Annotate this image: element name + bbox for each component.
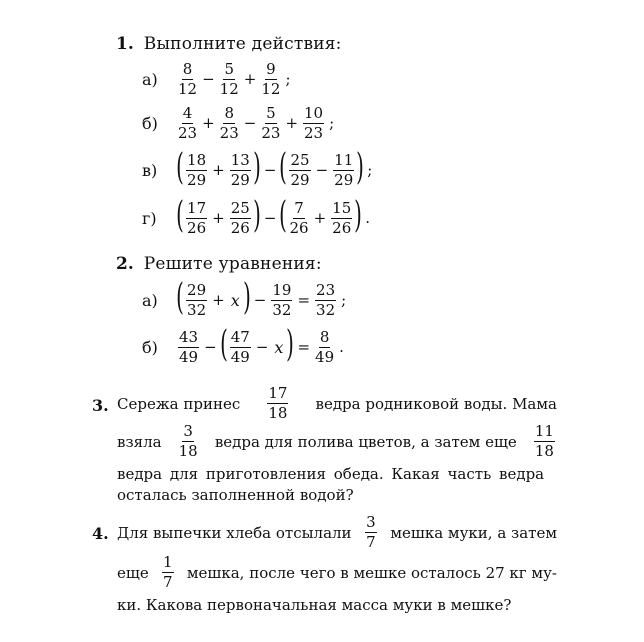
fraction: $\frac{18}{29}$: [187, 150, 207, 189]
equation-2a: [142, 277, 349, 320]
close-paren: ): [354, 195, 363, 236]
variable: x: [274, 337, 284, 357]
terminator: ;: [367, 161, 373, 179]
problem-4-line-2: [117, 555, 557, 590]
fraction: $\frac{43}{49}$: [179, 327, 199, 366]
operator: +: [212, 161, 225, 179]
problem-3-line-2: [117, 424, 557, 459]
text: ведра родниковой воды. Мама: [315, 394, 557, 413]
operator: +: [212, 209, 225, 227]
item-label: б): [142, 337, 158, 357]
text: мешка, после чего в мешке осталось 27 кг му-: [186, 563, 557, 582]
operator: +: [243, 70, 257, 88]
close-paren: ): [286, 324, 295, 365]
problem-1-heading: [116, 34, 342, 54]
open-paren: (: [176, 277, 184, 318]
fraction: $\frac{19}{32}$: [272, 280, 292, 319]
problem-number: 2.: [116, 254, 134, 274]
operator: +: [212, 291, 225, 309]
open-paren: (: [279, 195, 288, 236]
fraction: $\frac{17}{26}$: [187, 198, 207, 237]
fraction: $\frac{5}{23}$: [261, 103, 281, 142]
problem-4-number: 4.: [92, 524, 109, 543]
problem-4-line-1: [117, 515, 557, 550]
fraction: $\frac{7}{26}$: [289, 198, 309, 237]
operator: −: [263, 209, 277, 227]
problem-3-line-1: [117, 386, 557, 421]
fraction: $\frac{5}{12}$: [219, 59, 239, 98]
fraction: $\frac{25}{29}$: [290, 150, 310, 189]
terminator: ;: [341, 291, 347, 309]
open-paren: (: [176, 195, 184, 236]
fraction: $\frac{17}{18}$: [268, 384, 288, 422]
fraction: $\frac{8}{12}$: [178, 59, 198, 98]
item-label: в): [142, 160, 158, 180]
item-label: б): [142, 113, 158, 133]
close-paren: ): [252, 147, 261, 188]
expression-1v: [142, 147, 375, 190]
problem-title: Решите уравнения:: [143, 254, 322, 274]
terminator: ;: [329, 114, 335, 132]
operator: −: [263, 161, 277, 179]
text: мешка муки, а затем: [390, 523, 557, 542]
fraction: $\frac{15}{26}$: [332, 198, 352, 237]
terminator: .: [365, 209, 371, 227]
expression-1b: [142, 105, 337, 141]
expression-1a: [142, 61, 294, 97]
fraction: $\frac{29}{32}$: [187, 280, 207, 319]
text: взяла: [117, 432, 162, 451]
operator: −: [202, 70, 215, 88]
item-label: а): [142, 69, 158, 89]
item-label: г): [142, 208, 157, 228]
equals: =: [297, 338, 311, 356]
equals: =: [297, 291, 311, 309]
problem-number: 1.: [116, 34, 134, 54]
problem-2-heading: [116, 254, 322, 274]
terminator: ;: [285, 70, 291, 88]
problem-3-line-4: осталась заполненной водой?: [117, 486, 354, 504]
problem-3-number: 3.: [92, 396, 109, 415]
problem-3-line-3: ведра для приготовления обеда. Какая часть ведра: [117, 465, 545, 483]
operator: +: [313, 209, 327, 227]
open-paren: (: [279, 147, 288, 188]
fraction: $\frac{8}{23}$: [219, 103, 239, 142]
fraction: $\frac{3}{7}$: [366, 513, 376, 551]
operator: −: [243, 114, 257, 132]
operator: −: [253, 291, 267, 309]
text: Сережа принес: [117, 394, 241, 413]
text: Для выпечки хлеба отсылали: [117, 523, 352, 542]
text: ведра для полива цветов, а затем еще: [214, 432, 517, 451]
close-paren: ): [252, 195, 261, 236]
fraction: $\frac{10}{23}$: [304, 103, 324, 142]
problem-4-line-3: ки. Какова первоначальная масса муки в мешке?: [117, 596, 512, 614]
open-paren: (: [219, 324, 228, 365]
fraction: $\frac{9}{12}$: [261, 59, 281, 98]
close-paren: ): [242, 277, 251, 318]
fraction: $\frac{11}{18}$: [534, 422, 554, 460]
fraction: $\frac{3}{18}$: [178, 422, 198, 460]
operator: +: [285, 114, 299, 132]
operator: −: [255, 338, 269, 356]
text: еще: [117, 563, 149, 582]
fraction: $\frac{4}{23}$: [178, 103, 198, 142]
fraction: $\frac{25}{26}$: [230, 198, 250, 237]
equation-2b: [142, 324, 347, 367]
fraction: $\frac{23}{32}$: [316, 280, 336, 319]
operator: +: [202, 114, 215, 132]
open-paren: (: [176, 147, 184, 188]
operator: −: [315, 161, 329, 179]
fraction: $\frac{8}{49}$: [315, 327, 335, 366]
terminator: .: [339, 338, 344, 356]
problem-title: Выполните действия:: [143, 34, 342, 54]
fraction: $\frac{11}{29}$: [334, 150, 354, 189]
expression-1g: [142, 195, 373, 238]
operator: −: [204, 338, 217, 356]
variable: x: [230, 290, 240, 310]
close-paren: ): [356, 147, 365, 188]
item-label: а): [142, 290, 158, 310]
fraction: $\frac{13}{29}$: [230, 150, 250, 189]
fraction: $\frac{47}{49}$: [230, 327, 250, 366]
fraction: $\frac{1}{7}$: [163, 553, 173, 591]
